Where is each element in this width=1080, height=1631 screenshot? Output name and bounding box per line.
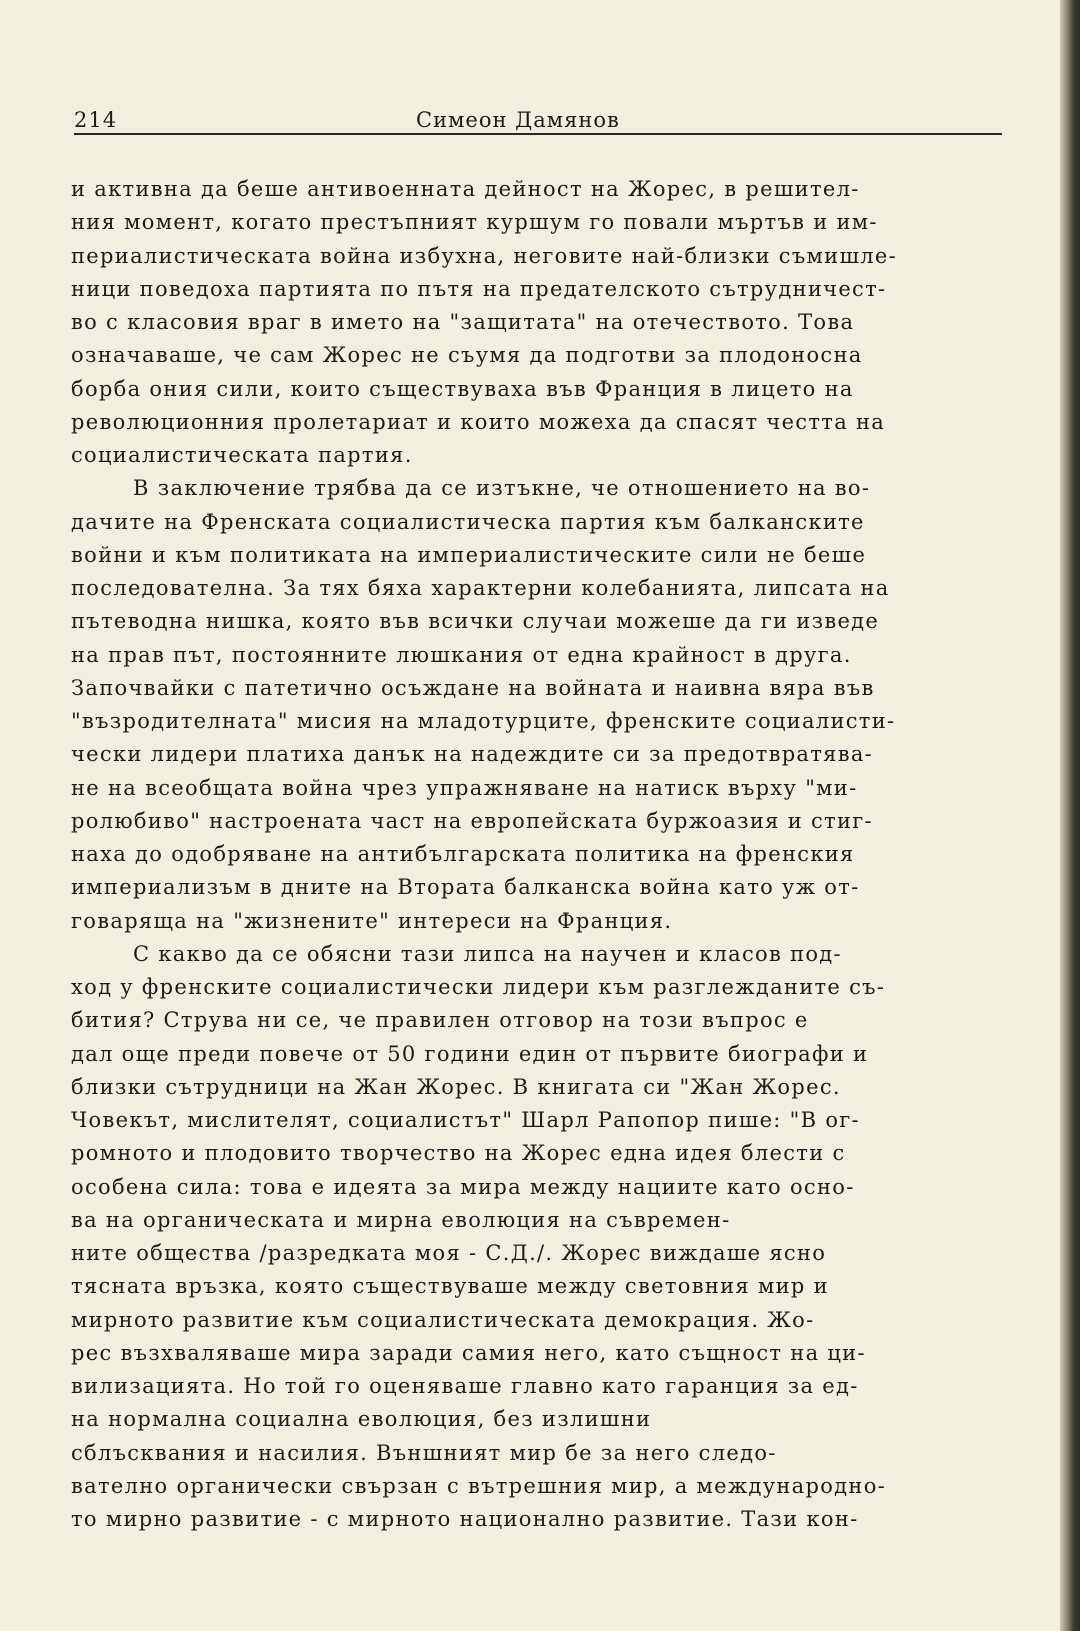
text-line: означаваше, че сам Жорес не съумя да подготви за плодоносна (71, 343, 863, 368)
text-line: "възродителната" мисия на младотурците, френските социалисти- (71, 709, 896, 733)
text-line: бития? Струва ни се, че правилен отговор на този въпрос е (71, 1008, 809, 1033)
text-line: революционния пролетариат и които можеха да спасят честта на (71, 409, 886, 434)
text-line: и активна да беше антивоенната дейност на Жорес, в решител- (71, 177, 860, 201)
text-line: ните общества /разредката моя - С.Д./. Жорес виждаше ясно (71, 1241, 827, 1265)
text-line: особена сила: това е идеята за мира между нациите като осно- (71, 1174, 855, 1199)
text-line: то мирно развитие - с мирното национално развитие. Тази кон- (71, 1507, 859, 1531)
text-line: ния момент, когато престъпният куршум го повали мъртъв и им- (71, 210, 878, 235)
text-line: Започвайки с патетично осъждане на войната и наивна вяра във (71, 675, 875, 700)
text-line: пътеводна нишка, която във всички случаи можеше да ги изведе (71, 609, 880, 634)
text-line: ролюбиво" настроената част на европейската буржоазия и стиг- (71, 808, 873, 833)
text-line: ромното и плодовито творчество на Жорес една идея блести с (71, 1141, 846, 1166)
paragraph-start-line: В заключение трябва да се изтъкне, че отношението на во- (133, 476, 871, 501)
text-line: близки сътрудници на Жан Жорес. В книгата си "Жан Жорес. (71, 1074, 841, 1099)
text-line: говаряща на "жизнените" интереси на Франция. (71, 908, 673, 933)
text-line: не на всеобщата война чрез упражняване на натиск върху "ми- (71, 775, 858, 800)
running-head-author: Симеон Дамянов (416, 108, 620, 132)
text-line: дал още преди повече от 50 години един от първите биографи и (71, 1041, 869, 1066)
paragraph-start-line: С какво да се обясни тази липса на научен и класов под- (133, 941, 842, 966)
text-line: дачите на Френската социалистическа партия към балканските (71, 509, 865, 534)
page-number: 214 (74, 108, 118, 132)
text-line: ход у френските социалистически лидери към разглежданите съ- (71, 975, 886, 999)
text-line: войни и към политиката на империалистическите сили не беше (71, 542, 867, 567)
text-line: во с класовия враг в името на "защитата" на отечеството. Това (71, 310, 855, 334)
text-line: последователна. За тях бяха характерни колебанията, липсата на (71, 576, 890, 600)
text-line: на прав път, постоянните люшкания от една крайност в друга. (71, 642, 852, 667)
text-line: сблъсквания и насилия. Външният мир бе за него следо- (71, 1440, 777, 1465)
text-line: социалистическата партия. (71, 443, 413, 467)
text-line: на нормална социална еволюция, без излишни (71, 1407, 652, 1432)
header-rule (74, 133, 1002, 135)
text-line: тясната връзка, която съществуваше между световния мир и (71, 1274, 829, 1299)
text-line: мирното развитие към социалистическата демокрация. Жо- (71, 1307, 815, 1332)
text-line: ва на органическата и мирна еволюция на съвремен- (71, 1207, 731, 1232)
text-line: вилизацията. Но той го оценяваше главно като гаранция за ед- (71, 1374, 859, 1398)
text-line: вателно органически свързан с вътрешния мир, а международно- (71, 1473, 887, 1498)
text-line: империализъм в дните на Втората балканска война като уж от- (71, 875, 860, 900)
text-line: рес възхваляваше мира заради самия него, като същност на ци- (71, 1340, 866, 1365)
book-spine-edge (1060, 0, 1080, 1631)
body-text (71, 173, 1006, 1536)
text-line: периалистическата война избухна, неговите най-близки съмишле- (71, 243, 898, 268)
text-line: Човекът, мислителят, социалистът" Шарл Рапопор пише: "В ог- (71, 1108, 860, 1132)
text-line: чески лидери платиха данък на надеждите си за предотвратява- (71, 742, 874, 767)
text-line: наха до одобряване на антибългарската политика на френския (71, 842, 855, 866)
text-line: борба ония сили, които съществуваха във Франция в лицето на (71, 376, 854, 401)
text-line: ници поведоха партията по пътя на предателското сътрудничест- (71, 276, 887, 301)
